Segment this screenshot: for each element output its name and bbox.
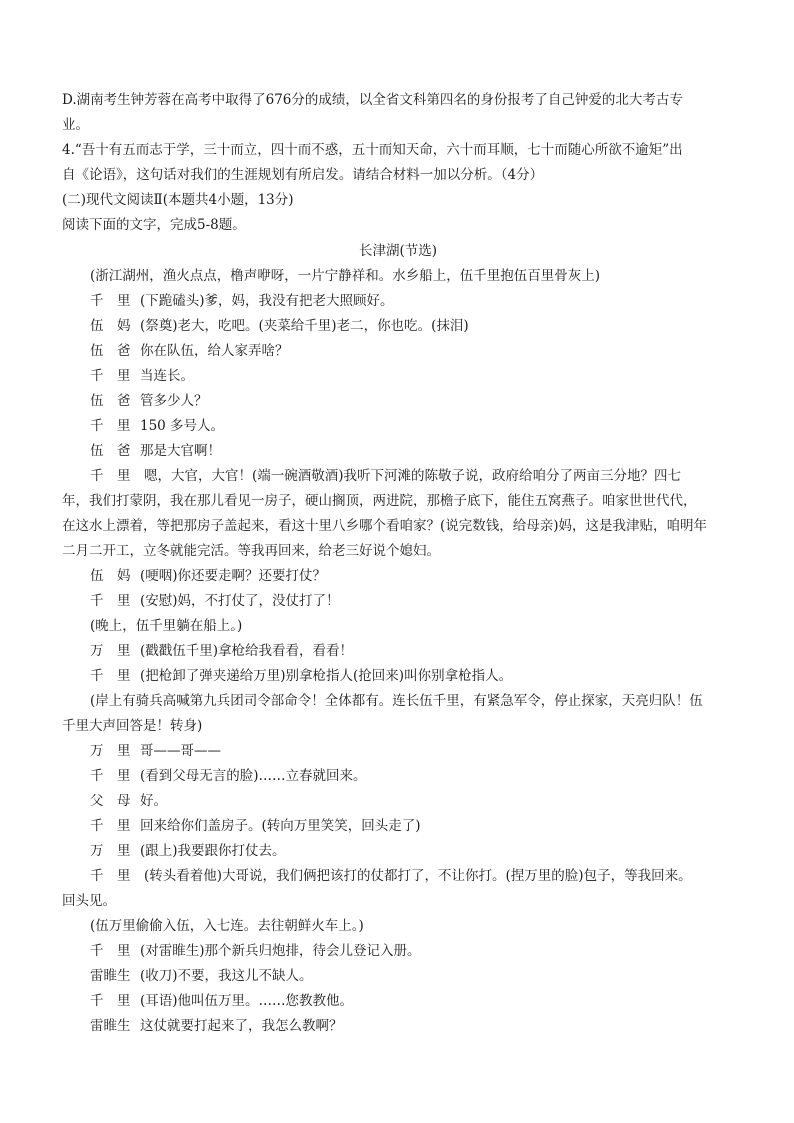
question-4-line2: 自《论语》，这句话对我们的生涯规划有所启发。请结合材料一加以分析。（4分） bbox=[62, 167, 544, 183]
passage-title: 长津湖(节选) bbox=[358, 243, 438, 259]
dialog-line bbox=[62, 589, 734, 614]
section-heading: (二)现代文阅读Ⅱ(本题共4小题，13分) bbox=[62, 192, 294, 208]
dialog-text: (看到父母无言的脸)……立春就回来。 bbox=[140, 768, 367, 784]
continuation-line: 年，我们打蒙阴，我在那儿看见一房子，硬山搁顶，两进院，那檐子底下，能住五窝燕子。咱家世世代代， bbox=[62, 493, 697, 509]
speaker-name: 千 里 bbox=[90, 993, 131, 1009]
dialog-text: (安慰)妈，不打仗了，没仗打了！ bbox=[140, 593, 340, 609]
dialog-line bbox=[62, 1014, 734, 1039]
speaker-name: 伍 爸 bbox=[90, 343, 131, 359]
reading-instruction: 阅读下面的文字，完成5-8题。 bbox=[62, 217, 246, 233]
question-4-line1: 4.“吾十有五而志于学，三十而立，四十而不惑，五十而知天命，六十而耳顺，七十而随心所欲不逾矩”出 bbox=[62, 142, 683, 158]
speaker-name: 千 里 bbox=[90, 293, 131, 309]
dialog-text: 150 多号人。 bbox=[140, 418, 225, 434]
dialog-line bbox=[62, 564, 734, 589]
speaker-name: 父 母 bbox=[90, 793, 131, 809]
speaker-name: 千 里 bbox=[90, 368, 131, 384]
dialog-text: (下跪磕头)爹，妈，我没有把老大照顾好。 bbox=[140, 293, 394, 309]
continuation-line: 在这水上漂着，等把那房子盖起来，看这十里八乡哪个看咱家？(说完数钱，给母亲)妈，这是我津贴，咱明年 bbox=[62, 518, 708, 534]
dialog-text: 回来给你们盖房子。(转向万里笑笑，回头走了) bbox=[140, 818, 421, 834]
speaker-name: 万 里 bbox=[90, 843, 131, 859]
dialog-line bbox=[62, 639, 734, 664]
dialog-text: (戳戳伍千里)拿枪给我看看，看看！ bbox=[140, 643, 354, 659]
continuation-line: 千里大声回答是！转身) bbox=[62, 718, 203, 734]
dialog-text: (收刀)不要，我这儿不缺人。 bbox=[140, 968, 313, 984]
dialog-line bbox=[62, 414, 734, 439]
dialog-text: 你在队伍，给人家弄啥？ bbox=[140, 343, 289, 359]
stage-direction: (岸上有骑兵高喊第九兵团司令部命令！全体都有。连长伍千里，有紧急军令，停止探家，天亮归队！伍 bbox=[90, 693, 703, 709]
passage-body bbox=[62, 264, 734, 1039]
dialog-text: 当连长。 bbox=[140, 368, 194, 384]
dialog-text: 这仗就要打起来了，我怎么教啊？ bbox=[140, 1018, 343, 1034]
dialog-line bbox=[62, 964, 734, 989]
dialog-line bbox=[62, 439, 734, 464]
stage-direction: (浙江湖州，渔火点点，橹声咿呀，一片宁静祥和。水乡船上，伍千里抱伍百里骨灰上) bbox=[90, 268, 601, 284]
dialog-line bbox=[62, 739, 734, 764]
dialog-text: (跟上)我要跟你打仗去。 bbox=[140, 843, 286, 859]
dialog-line bbox=[62, 764, 734, 789]
speaker-name: 千 里 bbox=[90, 818, 131, 834]
stage-direction: (晚上，伍千里躺在船上。) bbox=[90, 618, 243, 634]
question-3d-line2: 业。 bbox=[62, 117, 89, 133]
dialog-text: (哽咽)你还要走啊？还要打仗？ bbox=[140, 568, 327, 584]
dialog-line bbox=[62, 314, 734, 339]
dialog-line bbox=[62, 839, 734, 864]
dialog-line bbox=[62, 789, 734, 814]
dialog-line bbox=[62, 339, 734, 364]
speaker-name: 千 里 bbox=[90, 418, 131, 434]
speaker-name: 伍 爸 bbox=[90, 393, 131, 409]
dialog-text: (祭奠)老大，吃吧。(夹菜给千里)老二，你也吃。(抹泪) bbox=[140, 318, 469, 334]
speaker-name: 千 里 bbox=[90, 593, 131, 609]
dialog-line bbox=[62, 664, 734, 689]
dialog-paragraph: 千 里 嗯，大官，大官！(端一碗酒敬酒)我听下河滩的陈敬子说，政府给咱分了两亩三分地？四七 bbox=[90, 468, 682, 484]
dialog-paragraph: 千 里 (转头看着他)大哥说，我们俩把该打的仗都打了，不让你打。(捏万里的脸)包子，等我回来。 bbox=[90, 868, 692, 884]
dialog-text: 那是大官啊！ bbox=[140, 443, 221, 459]
dialog-text: (把枪卸了弹夹递给万里)别拿枪指人(抢回来)叫你别拿枪指人。 bbox=[140, 668, 513, 684]
speaker-name: 千 里 bbox=[90, 668, 131, 684]
speaker-name: 千 里 bbox=[90, 943, 131, 959]
dialog-line bbox=[62, 814, 734, 839]
speaker-name: 千 里 bbox=[90, 768, 131, 784]
stage-direction: (伍万里偷偷入伍，入七连。去往朝鲜火车上。) bbox=[90, 918, 364, 934]
speaker-name: 万 里 bbox=[90, 743, 131, 759]
dialog-text: 好。 bbox=[140, 793, 167, 809]
speaker-name: 雷睢生 bbox=[90, 968, 131, 984]
question-3d-line1: D.湖南考生钟芳蓉在高考中取得了676分的成绩，以全省文科第四名的身份报考了自己钟爱的北大考古专 bbox=[62, 92, 683, 108]
speaker-name: 万 里 bbox=[90, 643, 131, 659]
dialog-line bbox=[62, 939, 734, 964]
dialog-text: (对雷睢生)那个新兵归炮排，待会儿登记入册。 bbox=[140, 943, 421, 959]
continuation-line: 二月二开工，立冬就能完活。等我再回来，给老三好说个媳妇。 bbox=[62, 543, 440, 559]
speaker-name: 伍 妈 bbox=[90, 568, 131, 584]
dialog-line bbox=[62, 989, 734, 1014]
speaker-name: 伍 爸 bbox=[90, 443, 131, 459]
dialog-line bbox=[62, 289, 734, 314]
dialog-line bbox=[62, 364, 734, 389]
speaker-name: 雷睢生 bbox=[90, 1018, 131, 1034]
dialog-text: 管多少人？ bbox=[140, 393, 208, 409]
dialog-line bbox=[62, 389, 734, 414]
dialog-text: (耳语)他叫伍万里。……您教教他。 bbox=[140, 993, 354, 1009]
continuation-line: 回头见。 bbox=[62, 893, 116, 909]
dialog-text: 哥——哥—— bbox=[140, 743, 221, 759]
speaker-name: 伍 妈 bbox=[90, 318, 131, 334]
